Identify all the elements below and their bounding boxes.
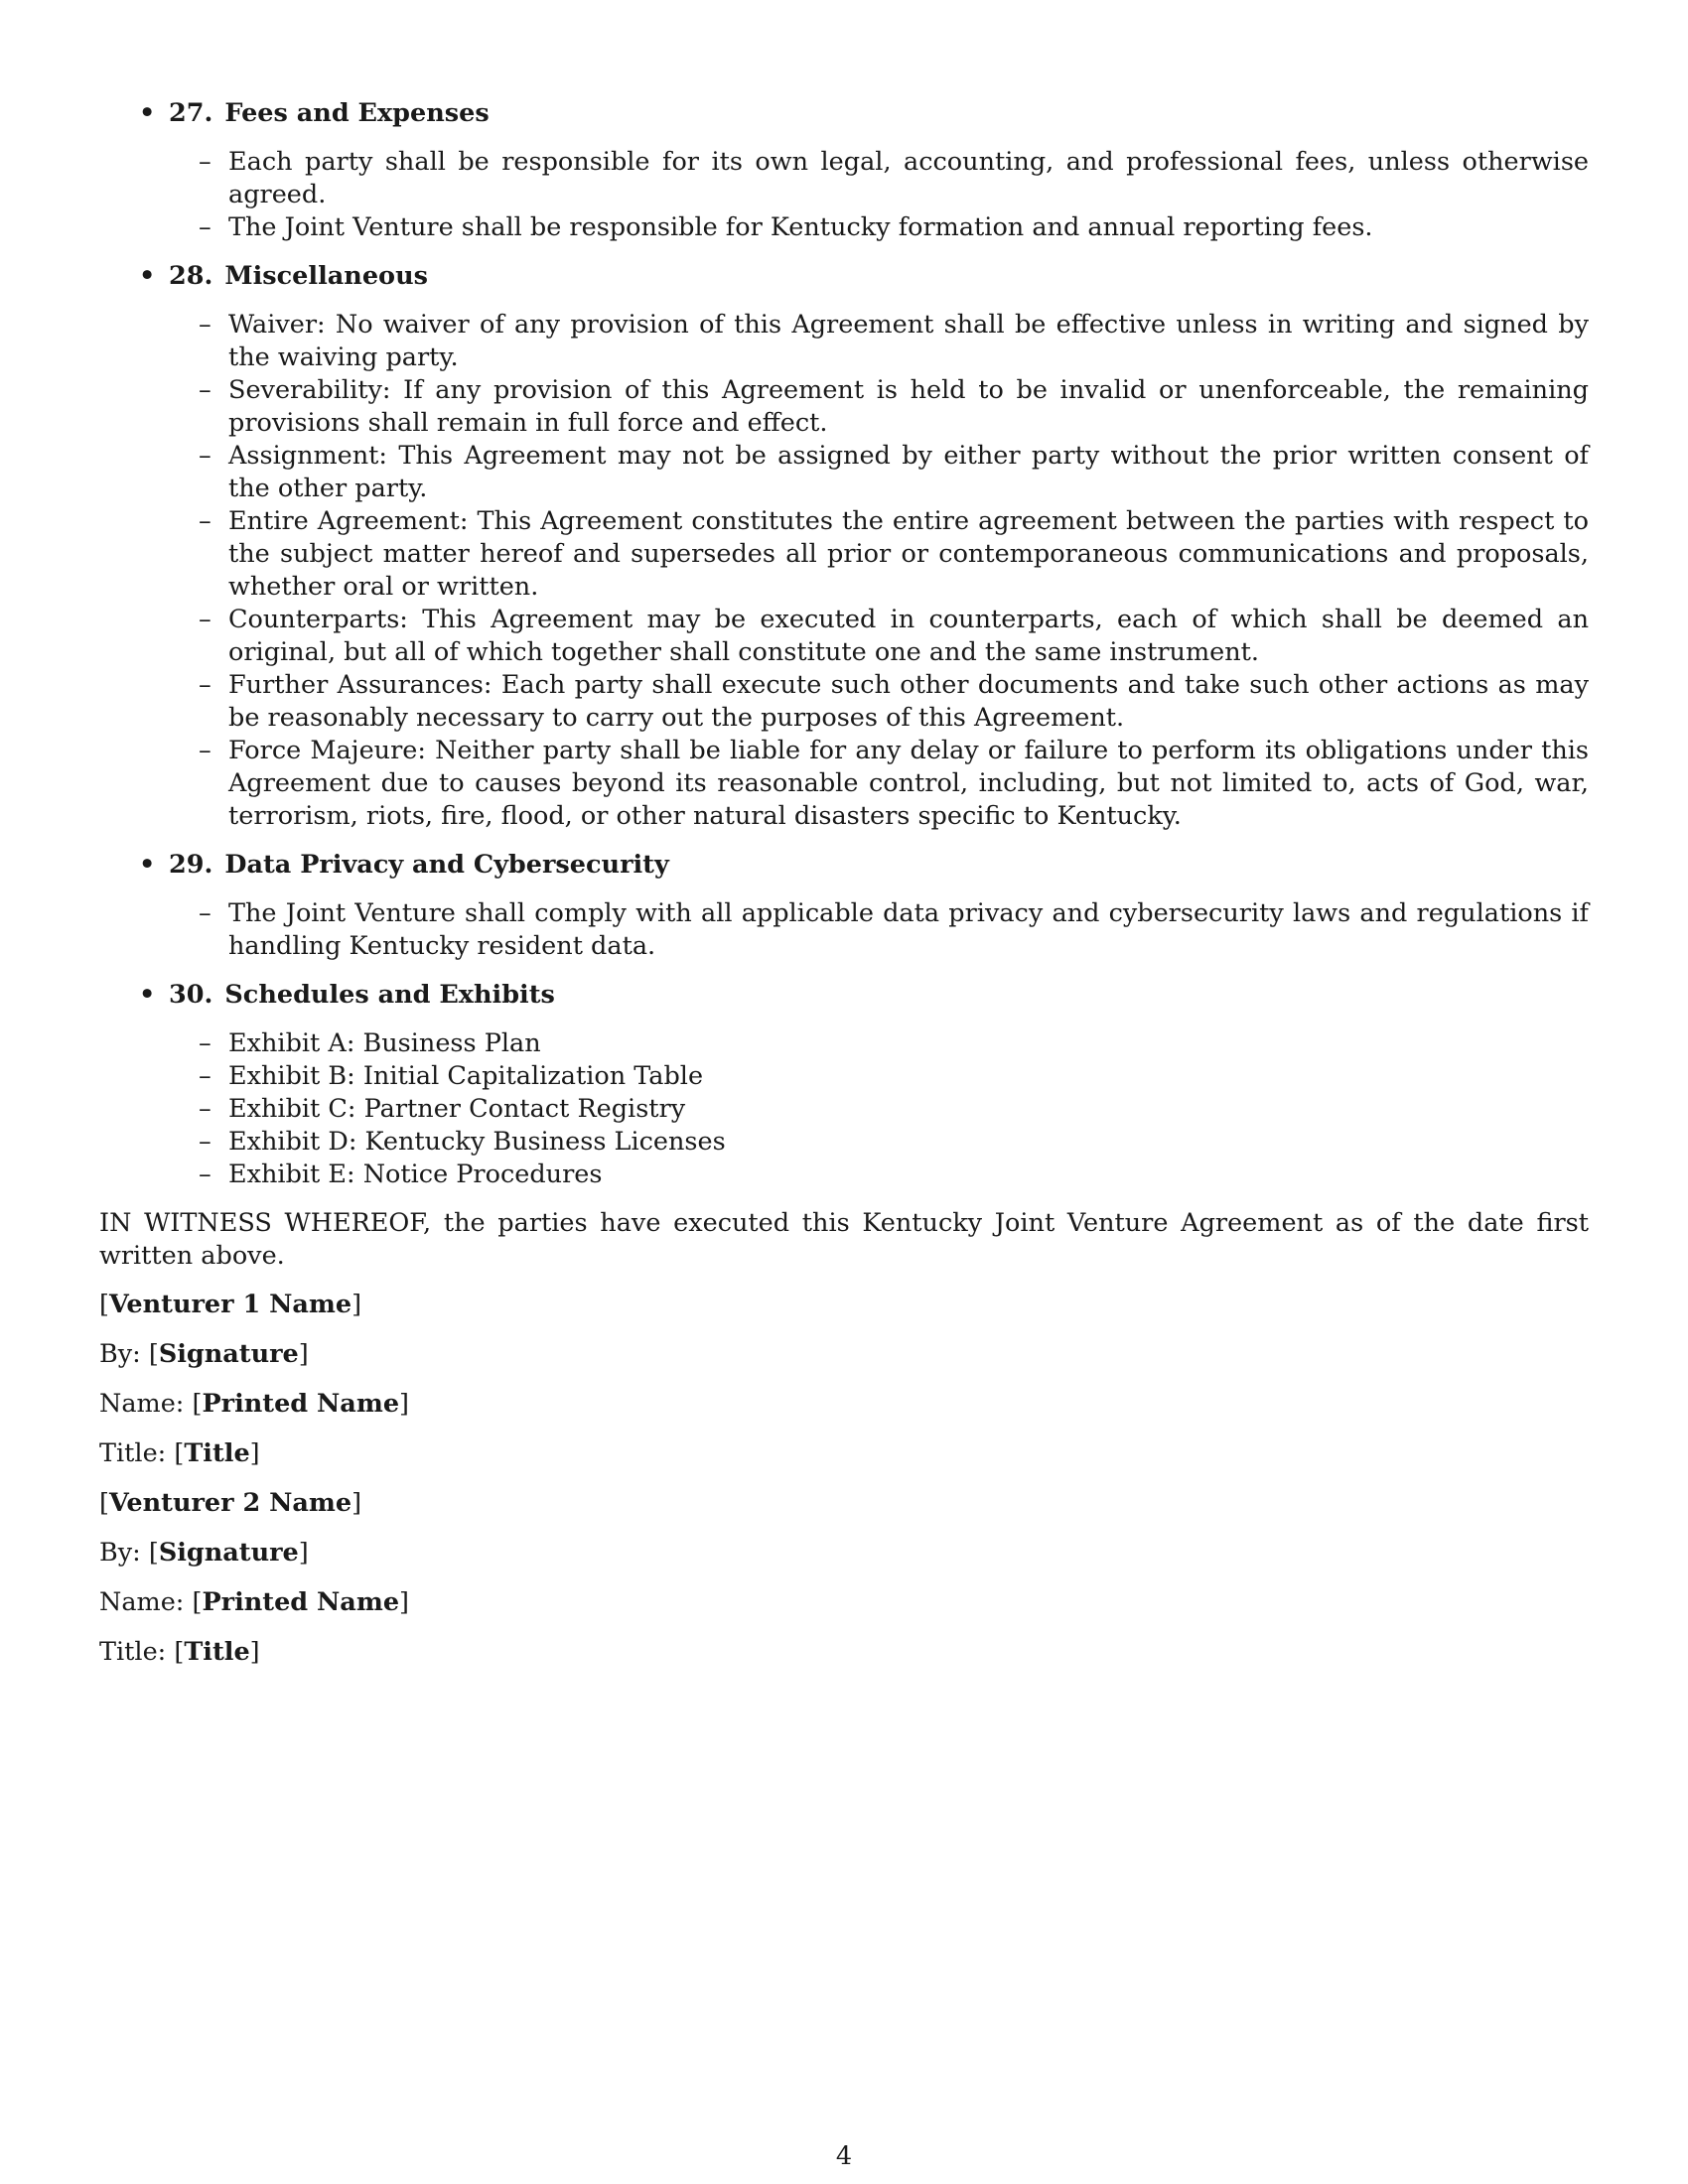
section-heading: [99, 260, 1589, 293]
bullet-icon: •: [139, 850, 156, 880]
section-title: Miscellaneous: [224, 261, 428, 291]
section-29: [99, 849, 1589, 963]
dash-icon: –: [199, 375, 211, 405]
placeholder-text: Title: [184, 1637, 250, 1667]
section-title: Schedules and Exhibits: [224, 980, 555, 1010]
signature-line: By: [Signature]: [99, 1538, 309, 1568]
signature-block-2: [99, 1487, 1589, 1669]
section-27: [99, 97, 1589, 244]
dash-icon: –: [199, 212, 211, 242]
list-item: – Severability: If any provision of this Agreement is held to be invalid or unenforceable, the remaining provisions shall remain in full force and effect.: [199, 375, 1589, 438]
section-items: [99, 1027, 1589, 1191]
section-title: Fees and Expenses: [224, 98, 490, 128]
list-item: – Assignment: This Agreement may not be assigned by either party without the prior written consent of the other party.: [199, 441, 1589, 503]
bullet-icon: •: [139, 98, 156, 128]
printed-name-line: Name: [Printed Name]: [99, 1389, 409, 1419]
venturer-name: [Venturer 2 Name]: [99, 1488, 362, 1518]
list-item: – The Joint Venture shall be responsible for Kentucky formation and annual reporting fees.: [199, 212, 1373, 242]
list-item: – Exhibit A: Business Plan: [199, 1028, 541, 1058]
placeholder-text: Printed Name: [202, 1389, 400, 1419]
bullet-icon: •: [139, 261, 156, 291]
dash-icon: –: [199, 1160, 211, 1189]
section-items: [99, 309, 1589, 833]
title-line: Title: [Title]: [99, 1637, 260, 1667]
placeholder-text: Title: [184, 1438, 250, 1468]
list-item: – Counterparts: This Agreement may be executed in counterparts, each of which shall be deemed an original, but all of which together shall constitute one and the same instrument.: [199, 605, 1589, 667]
signature-line: By: [Signature]: [99, 1339, 309, 1369]
list-item: – Exhibit E: Notice Procedures: [199, 1160, 603, 1189]
dash-icon: –: [199, 147, 211, 177]
section-heading: [99, 849, 1589, 882]
list-item: – Exhibit D: Kentucky Business Licenses: [199, 1127, 726, 1157]
dash-icon: –: [199, 1028, 211, 1058]
section-items: [99, 897, 1589, 963]
section-title: Data Privacy and Cybersecurity: [224, 850, 669, 880]
dash-icon: –: [199, 1094, 211, 1124]
section-heading: [99, 979, 1589, 1012]
dash-icon: –: [199, 736, 211, 765]
section-number: 28.: [169, 261, 213, 291]
list-item: – The Joint Venture shall comply with all applicable data privacy and cybersecurity laws and regulations if handling Kentucky resident data.: [199, 898, 1589, 961]
dash-icon: –: [199, 506, 211, 536]
printed-name-line: Name: [Printed Name]: [99, 1587, 409, 1617]
section-number: 27.: [169, 98, 213, 128]
dash-icon: –: [199, 310, 211, 340]
dash-icon: –: [199, 898, 211, 928]
list-item: – Further Assurances: Each party shall execute such other documents and take such other actions as may be reasonably necessary to carry out the purposes of this Agreement.: [199, 670, 1589, 733]
title-line: Title: [Title]: [99, 1438, 260, 1468]
dash-icon: –: [199, 1061, 211, 1091]
placeholder-text: Signature: [158, 1339, 299, 1369]
venturer-name: [Venturer 1 Name]: [99, 1290, 362, 1319]
dash-icon: –: [199, 605, 211, 634]
list-item: – Force Majeure: Neither party shall be liable for any delay or failure to perform its obligations under this Agreement due to causes beyond its reasonable control, including, but not limited to, acts of God, war, terrorism, riots, fire, flood, or other natural disasters specific to Kentucky.: [199, 736, 1589, 831]
placeholder-text: Printed Name: [202, 1587, 400, 1617]
placeholder-text: Signature: [158, 1538, 299, 1568]
section-heading: [99, 97, 1589, 130]
list-item: – Each party shall be responsible for its own legal, accounting, and professional fees, unless otherwise agreed.: [199, 147, 1589, 209]
list-item: – Exhibit C: Partner Contact Registry: [199, 1094, 686, 1124]
list-item: – Entire Agreement: This Agreement constitutes the entire agreement between the parties with respect to the subject matter hereof and supersedes all prior or contemporaneous communications and proposals, whether oral or written.: [199, 506, 1589, 602]
bullet-icon: •: [139, 980, 156, 1010]
witness-clause: IN WITNESS WHEREOF, the parties have executed this Kentucky Joint Venture Agreement as of the date first written above.: [99, 1208, 1589, 1271]
dash-icon: –: [199, 1127, 211, 1157]
section-number: 30.: [169, 980, 213, 1010]
list-item: – Waiver: No waiver of any provision of this Agreement shall be effective unless in writing and signed by the waiving party.: [199, 310, 1589, 372]
section-28: [99, 260, 1589, 833]
signature-block-1: [99, 1289, 1589, 1470]
page-number: 4: [835, 2141, 853, 2171]
section-number: 29.: [169, 850, 213, 880]
dash-icon: –: [199, 441, 211, 471]
document-page: [99, 97, 1589, 1686]
section-30: [99, 979, 1589, 1191]
list-item: – Exhibit B: Initial Capitalization Table: [199, 1061, 704, 1091]
dash-icon: –: [199, 670, 211, 700]
section-items: [99, 146, 1589, 244]
